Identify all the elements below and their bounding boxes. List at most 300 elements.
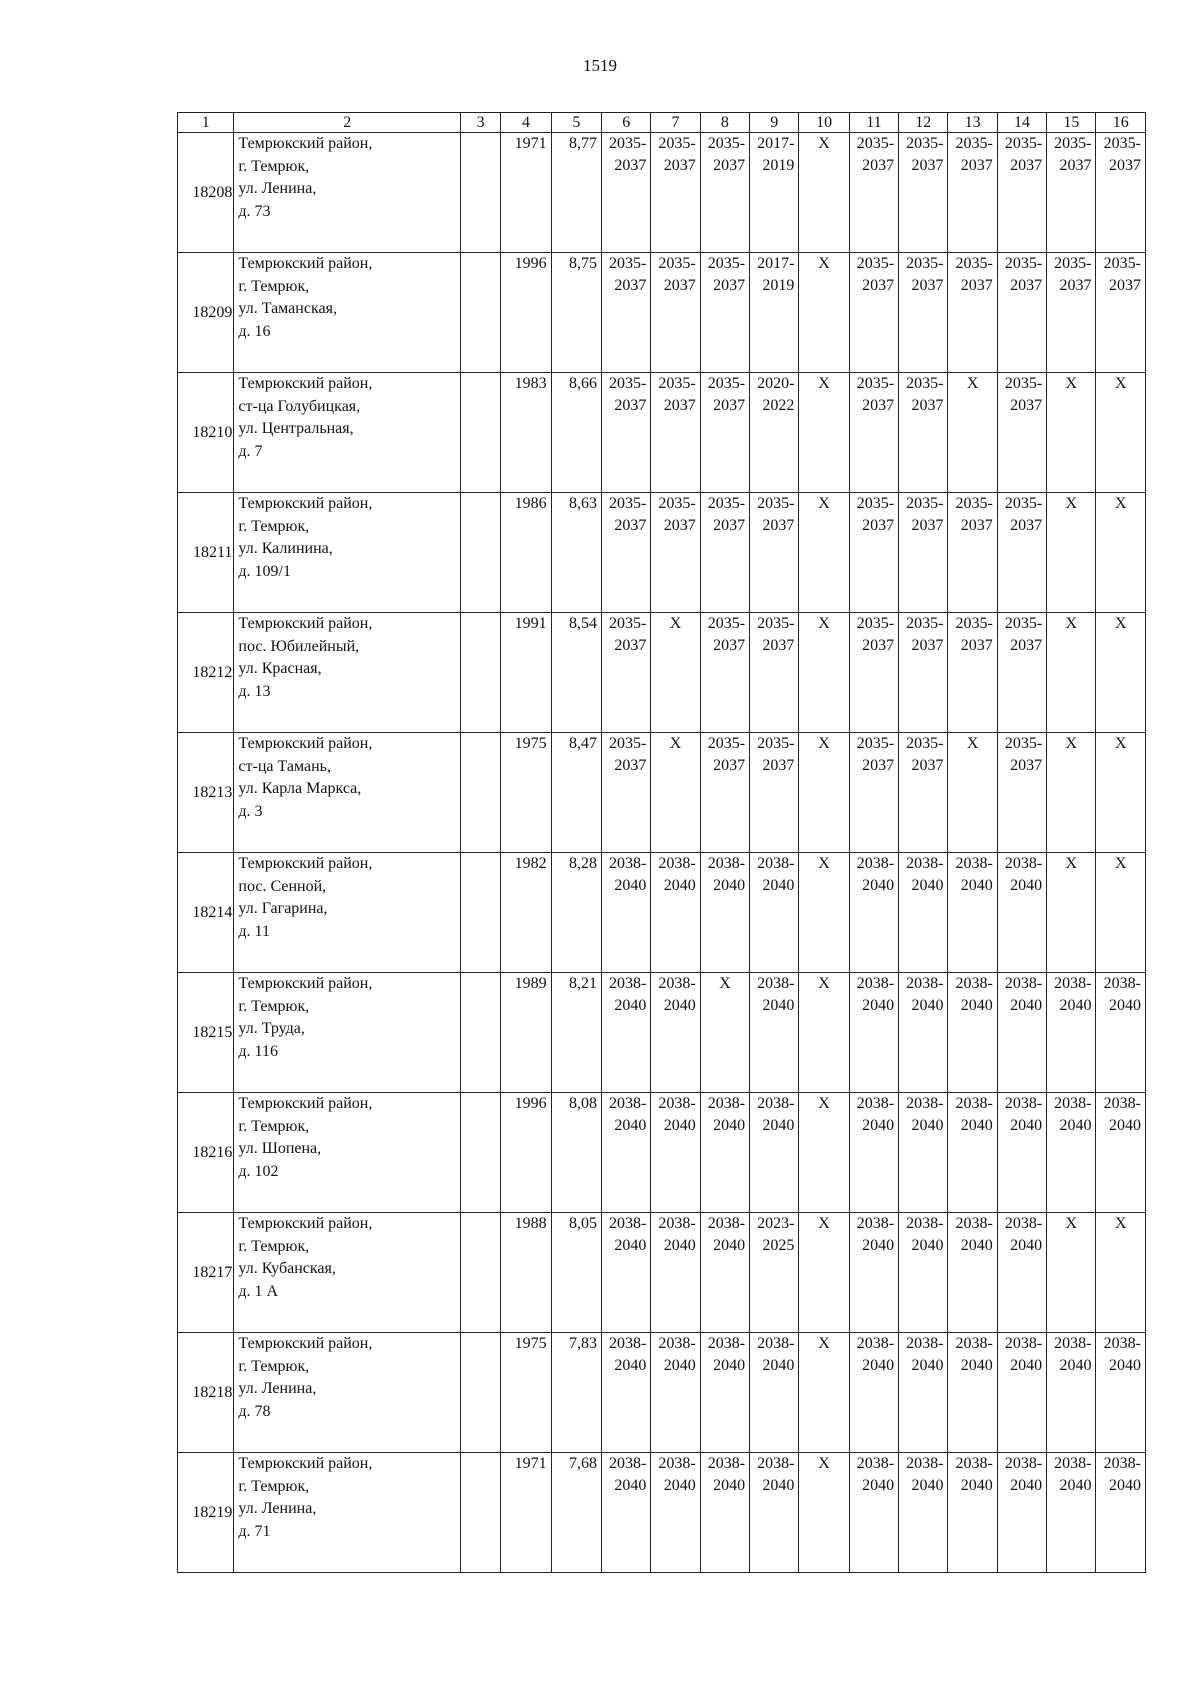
period-cell-col-8 — [700, 1333, 749, 1453]
period-part: 2038- — [757, 855, 795, 872]
period-cell-col-13 — [948, 1453, 997, 1573]
build-year: 1982 — [501, 853, 551, 973]
period-cell-col-6 — [602, 853, 651, 973]
period-part: 2035- — [1054, 255, 1092, 272]
period-part: 2037 — [713, 157, 746, 174]
period-cell-col-14 — [997, 973, 1046, 1093]
record-number: 18219 — [178, 1453, 234, 1573]
period-part: 2035- — [1004, 135, 1043, 152]
period-part: 2037 — [614, 637, 647, 654]
period-cell-col-12 — [899, 973, 948, 1093]
period-part: 2038- — [757, 1095, 795, 1112]
period-part: 2037 — [614, 157, 647, 174]
period-part: 2017- — [757, 255, 795, 272]
period-part: 2038- — [1103, 1455, 1141, 1472]
period-cell-col-16 — [1096, 973, 1146, 1093]
address-cell — [234, 1093, 461, 1213]
period-cell-col-9 — [750, 133, 799, 253]
not-applicable-mark: X — [818, 135, 830, 152]
period-part: 2040 — [663, 1237, 696, 1254]
record-number: 18209 — [178, 253, 234, 373]
table-row — [178, 1453, 1146, 1573]
period-cell-col-12 — [899, 133, 948, 253]
period-part: 2038- — [955, 1455, 993, 1472]
value-cell: 8,05 — [551, 1213, 601, 1333]
period-cell-col-8 — [700, 853, 749, 973]
period-part: 2035- — [856, 735, 895, 752]
address-cell — [234, 1453, 461, 1573]
address-line: ул. Центральная, — [238, 420, 354, 437]
period-part: 2037 — [713, 397, 746, 414]
period-part: 2037 — [713, 277, 746, 294]
period-part: 2035- — [1004, 735, 1043, 752]
column-header-4: 4 — [501, 113, 551, 133]
period-part: 2038- — [609, 1215, 647, 1232]
period-part: 2037 — [1109, 277, 1141, 294]
period-part: 2040 — [862, 1117, 895, 1134]
period-cell-col-16 — [1096, 733, 1146, 853]
period-part: 2037 — [1010, 757, 1043, 774]
period-cell-col-9 — [750, 853, 799, 973]
period-part: 2037 — [762, 517, 795, 534]
period-part: 2037 — [911, 277, 944, 294]
address-line: ул. Ленина, — [238, 180, 317, 197]
period-part: 2037 — [1109, 157, 1141, 174]
period-part: 2022 — [762, 397, 795, 414]
build-year: 1983 — [501, 373, 551, 493]
period-cell-col-11 — [849, 1213, 898, 1333]
period-cell-col-6 — [602, 1453, 651, 1573]
address-line: Темрюкский район, — [238, 855, 373, 872]
period-part: 2037 — [960, 157, 993, 174]
period-part: 2038- — [1004, 1095, 1043, 1112]
column-number-row — [178, 113, 1146, 133]
period-cell-col-10 — [799, 1213, 849, 1333]
period-cell-col-14 — [997, 853, 1046, 973]
period-part: 2037 — [1059, 157, 1092, 174]
not-applicable-mark: X — [818, 375, 830, 392]
period-part: 2035- — [609, 615, 647, 632]
period-part: 2035- — [906, 255, 944, 272]
period-cell-col-11 — [849, 253, 898, 373]
not-applicable-mark: X — [818, 1215, 830, 1232]
period-part: 2040 — [663, 997, 696, 1014]
period-cell-col-15 — [1047, 1213, 1096, 1333]
period-cell-col-15 — [1047, 373, 1096, 493]
not-applicable-mark: X — [1065, 855, 1078, 872]
period-cell-col-14 — [997, 733, 1046, 853]
period-part: 2040 — [960, 1237, 993, 1254]
period-part: 2035- — [906, 495, 944, 512]
not-applicable-mark: X — [1114, 495, 1127, 512]
period-cell-col-14 — [997, 1453, 1046, 1573]
period-cell-col-11 — [849, 133, 898, 253]
period-cell-col-10 — [799, 493, 849, 613]
period-cell-col-11 — [849, 1333, 898, 1453]
table-row — [178, 1213, 1146, 1333]
build-year: 1975 — [501, 733, 551, 853]
period-part: 2035- — [955, 615, 993, 632]
period-part: 2040 — [762, 1477, 795, 1494]
not-applicable-mark: X — [1114, 855, 1127, 872]
period-part: 2037 — [911, 157, 944, 174]
value-cell: 7,83 — [551, 1333, 601, 1453]
address-line: Темрюкский район, — [238, 1095, 373, 1112]
period-part: 2038- — [757, 1455, 795, 1472]
period-part: 2035- — [955, 135, 993, 152]
column-header-5: 5 — [551, 113, 601, 133]
period-part: 2040 — [1109, 1477, 1141, 1494]
period-part: 2038- — [1004, 975, 1043, 992]
period-cell-col-10 — [799, 853, 849, 973]
period-cell-col-6 — [602, 973, 651, 1093]
period-part: 2038- — [906, 1335, 944, 1352]
address-line: пос. Юбилейный, — [238, 637, 360, 655]
period-cell-col-11 — [849, 373, 898, 493]
address-cell — [234, 493, 461, 613]
period-part: 2040 — [1059, 997, 1092, 1014]
record-number: 18212 — [178, 613, 234, 733]
build-year: 1986 — [501, 493, 551, 613]
period-cell-col-10 — [799, 613, 849, 733]
period-part: 2037 — [663, 277, 696, 294]
period-part: 2038- — [906, 1095, 944, 1112]
column-header-12: 12 — [899, 113, 948, 133]
period-part: 2040 — [911, 1357, 944, 1374]
period-cell-col-6 — [602, 1333, 651, 1453]
address-cell — [234, 1213, 461, 1333]
period-part: 2035- — [658, 495, 696, 512]
period-part: 2035- — [658, 255, 696, 272]
period-part: 2037 — [614, 397, 647, 414]
period-cell-col-9 — [750, 1333, 799, 1453]
period-cell-col-14 — [997, 373, 1046, 493]
period-cell-col-13 — [948, 973, 997, 1093]
period-part: 2037 — [911, 397, 944, 414]
period-cell-col-13 — [948, 613, 997, 733]
build-year: 1971 — [501, 1453, 551, 1573]
period-cell-col-14 — [997, 253, 1046, 373]
address-line: Темрюкский район, — [238, 135, 373, 152]
period-cell-col-14 — [997, 1213, 1046, 1333]
period-part: 2038- — [757, 1335, 795, 1352]
period-part: 2035- — [609, 135, 647, 152]
period-part: 2038- — [707, 1215, 746, 1232]
period-part: 2038- — [906, 1215, 944, 1232]
build-year: 1988 — [501, 1213, 551, 1333]
period-part: 2037 — [663, 157, 696, 174]
address-line: ст-ца Голубицкая, — [238, 397, 361, 415]
column-3-cell — [461, 613, 501, 733]
period-part: 2040 — [713, 1117, 746, 1134]
period-cell-col-9 — [750, 1213, 799, 1333]
period-part: 2040 — [960, 1477, 993, 1494]
period-part: 2040 — [862, 877, 895, 894]
period-part: 2038- — [1054, 1095, 1092, 1112]
build-year: 1971 — [501, 133, 551, 253]
period-cell-col-6 — [602, 733, 651, 853]
period-cell-col-12 — [899, 493, 948, 613]
period-part: 2019 — [762, 277, 795, 294]
period-part: 2038- — [856, 975, 895, 992]
period-part: 2035- — [658, 135, 696, 152]
period-cell-col-14 — [997, 613, 1046, 733]
period-cell-col-9 — [750, 1093, 799, 1213]
address-line: ул. Карла Маркса, — [238, 780, 362, 797]
address-line: г. Темрюк, — [238, 1357, 310, 1375]
period-cell-col-10 — [799, 133, 849, 253]
period-part: 2040 — [911, 1117, 944, 1134]
not-applicable-mark: X — [818, 735, 830, 752]
period-cell-col-12 — [899, 1453, 948, 1573]
period-part: 2038- — [955, 855, 993, 872]
period-cell-col-13 — [948, 1213, 997, 1333]
build-year: 1996 — [501, 1093, 551, 1213]
period-part: 2035- — [1103, 255, 1141, 272]
record-number: 18215 — [178, 973, 234, 1093]
period-part: 2038- — [658, 1215, 696, 1232]
period-cell-col-10 — [799, 1333, 849, 1453]
address-cell — [234, 1333, 461, 1453]
address-line: д. 78 — [238, 1402, 271, 1420]
period-part: 2037 — [713, 517, 746, 534]
period-part: 2040 — [663, 1117, 696, 1134]
period-cell-col-8 — [700, 253, 749, 373]
period-part: 2035- — [1054, 135, 1092, 152]
period-part: 2037 — [1010, 157, 1043, 174]
period-part: 2038- — [1004, 1215, 1043, 1232]
period-cell-col-9 — [750, 1453, 799, 1573]
period-cell-col-7 — [651, 253, 700, 373]
table-row — [178, 1093, 1146, 1213]
period-cell-col-11 — [849, 1093, 898, 1213]
period-part: 2040 — [663, 1357, 696, 1374]
address-line: Темрюкский район, — [238, 375, 373, 392]
period-part: 2040 — [911, 1477, 944, 1494]
address-line: д. 13 — [238, 682, 271, 700]
not-applicable-mark: X — [818, 855, 830, 872]
period-cell-col-7 — [651, 133, 700, 253]
period-part: 2037 — [862, 637, 895, 654]
period-part: 2037 — [862, 757, 895, 774]
period-cell-col-8 — [700, 613, 749, 733]
table-row — [178, 373, 1146, 493]
period-cell-col-7 — [651, 973, 700, 1093]
column-header-13: 13 — [948, 113, 997, 133]
period-cell-col-9 — [750, 253, 799, 373]
column-3-cell — [461, 493, 501, 613]
period-part: 2040 — [1109, 1357, 1141, 1374]
period-part: 2035- — [707, 735, 746, 752]
table-row — [178, 1333, 1146, 1453]
period-part: 2037 — [1010, 517, 1043, 534]
period-part: 2038- — [906, 855, 944, 872]
not-applicable-mark: X — [669, 615, 682, 632]
period-part: 2038- — [707, 1095, 746, 1112]
period-cell-col-8 — [700, 733, 749, 853]
not-applicable-mark: X — [818, 975, 830, 992]
address-line: ул. Красная, — [238, 660, 322, 677]
period-part: 2035- — [707, 135, 746, 152]
column-3-cell — [461, 733, 501, 853]
value-cell: 8,47 — [551, 733, 601, 853]
period-cell-col-7 — [651, 1093, 700, 1213]
page-number: 1519 — [583, 56, 617, 75]
build-year: 1991 — [501, 613, 551, 733]
record-number: 18208 — [178, 133, 234, 253]
period-part: 2035- — [1004, 615, 1043, 632]
period-cell-col-7 — [651, 853, 700, 973]
period-part: 2035- — [906, 375, 944, 392]
period-part: 2040 — [911, 877, 944, 894]
address-line: г. Темрюк, — [238, 517, 310, 535]
address-line: д. 7 — [238, 442, 263, 460]
period-part: 2040 — [911, 1237, 944, 1254]
period-part: 2035- — [609, 495, 647, 512]
not-applicable-mark: X — [966, 735, 979, 752]
period-cell-col-9 — [750, 373, 799, 493]
column-header-6: 6 — [602, 113, 651, 133]
period-cell-col-6 — [602, 613, 651, 733]
column-3-cell — [461, 1213, 501, 1333]
period-part: 2038- — [658, 1335, 696, 1352]
address-line: Темрюкский район, — [238, 255, 373, 272]
period-part: 2035- — [906, 135, 944, 152]
period-cell-col-12 — [899, 1333, 948, 1453]
table-row — [178, 973, 1146, 1093]
address-line: Темрюкский район, — [238, 975, 373, 992]
build-year: 1975 — [501, 1333, 551, 1453]
address-line: д. 71 — [238, 1522, 271, 1540]
column-3-cell — [461, 253, 501, 373]
period-part: 2038- — [707, 855, 746, 872]
period-cell-col-16 — [1096, 1453, 1146, 1573]
address-line: Темрюкский район, — [238, 495, 373, 512]
period-cell-col-7 — [651, 493, 700, 613]
build-year: 1989 — [501, 973, 551, 1093]
address-line: Темрюкский район, — [238, 1215, 373, 1232]
period-part: 2019 — [762, 157, 795, 174]
period-cell-col-14 — [997, 133, 1046, 253]
period-part: 2035- — [757, 495, 795, 512]
address-line: д. 1 А — [238, 1282, 279, 1300]
not-applicable-mark: X — [818, 1095, 830, 1112]
period-part: 2035- — [1004, 495, 1043, 512]
table-row — [178, 733, 1146, 853]
period-cell-col-10 — [799, 733, 849, 853]
period-part: 2037 — [960, 637, 993, 654]
column-header-8: 8 — [700, 113, 749, 133]
period-cell-col-15 — [1047, 613, 1096, 733]
period-part: 2038- — [658, 975, 696, 992]
period-part: 2040 — [960, 1117, 993, 1134]
period-part: 2035- — [757, 615, 795, 632]
column-header-15: 15 — [1047, 113, 1096, 133]
period-part: 2040 — [614, 997, 647, 1014]
period-part: 2038- — [609, 975, 647, 992]
period-cell-col-15 — [1047, 1093, 1096, 1213]
address-line: д. 16 — [238, 322, 271, 340]
address-line: г. Темрюк, — [238, 997, 310, 1015]
not-applicable-mark: X — [818, 495, 830, 512]
period-part: 2035- — [1103, 135, 1141, 152]
not-applicable-mark: X — [1065, 615, 1078, 632]
period-cell-col-7 — [651, 1213, 700, 1333]
not-applicable-mark: X — [1114, 375, 1127, 392]
period-cell-col-11 — [849, 853, 898, 973]
period-part: 2040 — [862, 997, 895, 1014]
period-cell-col-8 — [700, 973, 749, 1093]
period-cell-col-9 — [750, 733, 799, 853]
period-part: 2038- — [906, 1455, 944, 1472]
period-part: 2035- — [609, 735, 647, 752]
period-cell-col-6 — [602, 373, 651, 493]
period-part: 2037 — [960, 517, 993, 534]
period-part: 2035- — [856, 615, 895, 632]
period-part: 2037 — [614, 517, 647, 534]
period-part: 2040 — [1059, 1117, 1092, 1134]
period-cell-col-13 — [948, 1333, 997, 1453]
period-part: 2037 — [911, 517, 944, 534]
address-line: г. Темрюк, — [238, 277, 310, 295]
column-header-10: 10 — [799, 113, 849, 133]
period-part: 2038- — [856, 1335, 895, 1352]
period-part: 2038- — [609, 1095, 647, 1112]
record-number: 18218 — [178, 1333, 234, 1453]
value-cell: 8,77 — [551, 133, 601, 253]
period-cell-col-15 — [1047, 973, 1096, 1093]
address-line: ул. Кубанская, — [238, 1260, 336, 1277]
period-part: 2035- — [707, 615, 746, 632]
address-line: пос. Сенной, — [238, 877, 327, 895]
period-part: 2040 — [1010, 1477, 1043, 1494]
period-part: 2035- — [906, 735, 944, 752]
period-part: 2040 — [1059, 1477, 1092, 1494]
period-cell-col-13 — [948, 493, 997, 613]
address-line: ул. Калинина, — [238, 540, 333, 557]
period-cell-col-15 — [1047, 1333, 1096, 1453]
column-3-cell — [461, 1333, 501, 1453]
period-part: 2037 — [911, 757, 944, 774]
value-cell: 8,21 — [551, 973, 601, 1093]
period-part: 2037 — [713, 757, 746, 774]
address-line: ст-ца Тамань, — [238, 757, 331, 775]
address-cell — [234, 973, 461, 1093]
period-part: 2040 — [1059, 1357, 1092, 1374]
period-cell-col-15 — [1047, 1453, 1096, 1573]
period-cell-col-11 — [849, 493, 898, 613]
period-part: 2037 — [762, 637, 795, 654]
period-cell-col-8 — [700, 373, 749, 493]
period-part: 2037 — [614, 757, 647, 774]
period-part: 2038- — [658, 855, 696, 872]
address-line: г. Темрюк, — [238, 157, 310, 175]
period-cell-col-12 — [899, 1093, 948, 1213]
period-part: 2040 — [1109, 1117, 1141, 1134]
period-part: 2035- — [955, 255, 993, 272]
period-part: 2040 — [1109, 997, 1141, 1014]
address-cell — [234, 613, 461, 733]
period-cell-col-15 — [1047, 253, 1096, 373]
period-cell-col-11 — [849, 613, 898, 733]
period-part: 2038- — [1054, 1455, 1092, 1472]
period-part: 2038- — [707, 1455, 746, 1472]
period-cell-col-16 — [1096, 493, 1146, 613]
period-part: 2040 — [862, 1477, 895, 1494]
address-line: д. 73 — [238, 202, 271, 220]
address-line: д. 11 — [238, 922, 270, 940]
period-cell-col-9 — [750, 973, 799, 1093]
